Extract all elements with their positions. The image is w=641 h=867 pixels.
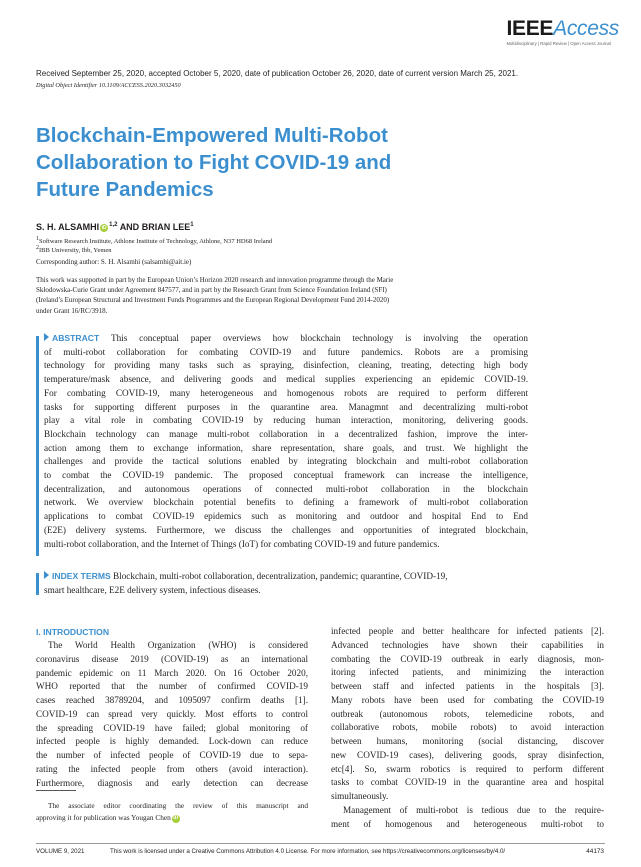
text-line: combating the COVID-19 outbreak in early diagnosis, mon- xyxy=(331,653,604,664)
text-line: applications to combat COVID-19 epidemics such as monitoring and outdoor and hospital End to End xyxy=(44,511,528,522)
index-terms-label: INDEX TERMS xyxy=(52,571,111,581)
text-line: infected people and better healthcare for infected patients [2]. xyxy=(331,626,604,636)
text-line: collaborative robots, mobile robots) to avoid interaction xyxy=(331,722,604,733)
paper-title xyxy=(36,122,456,203)
footer-rule xyxy=(36,843,605,844)
text-line: the number of infected people of COVID-19 due to sepa- xyxy=(36,750,308,760)
text-line: Furthermore, diagnosis and early detection can decrease xyxy=(36,777,308,788)
abstract-accent-bar xyxy=(36,336,39,556)
text-line: technology for providing many tasks such as spraying, disinfection, cleaning, treating, detecting high body xyxy=(44,360,528,371)
triangle-icon xyxy=(44,571,49,579)
text-line: Blockchain technology can manage multi-robot collaboration in a decentralized fashion, improve the inter- xyxy=(44,428,528,439)
received-dates: Received September 25, 2020, accepted October 5, 2020, date of publication October 26, 2020, date of current version March 25, 2021. xyxy=(36,69,519,78)
abstract-body xyxy=(44,346,528,538)
text-line: rating the infected people from others (avoid interaction). xyxy=(36,763,308,774)
corresponding-author: Corresponding author: S. H. Alsamhi (salsamhi@ait.ie) xyxy=(36,258,192,266)
footer-license: This work is licensed under a Creative Commons Attribution 4.0 License. For more information, see https://creativecommons.org/licenses/by/4.0/ xyxy=(110,848,506,855)
title-line: Future Pandemics xyxy=(36,178,214,201)
text-line: etc[4]. So, swarm robotics is required to perform different xyxy=(331,763,604,774)
column-left xyxy=(36,639,308,790)
abstract-line: multi-robot collaboration, and the Internet of Things (IoT) for combating COVID-19 and future pandemics. xyxy=(44,538,440,549)
author-affil-sup: 1,2 xyxy=(109,222,118,228)
footnote-line: The associate editor coordinating the review of this manuscript and xyxy=(48,801,308,810)
index-accent-bar xyxy=(36,573,39,595)
text-line: Many robots have been used for combating the COVID-19 xyxy=(331,694,604,705)
title-line: Blockchain-Empowered Multi-Robot xyxy=(36,124,388,147)
text-line: cases reached 38789204, and 1095097 confirm deaths [1]. xyxy=(36,695,308,705)
text-line: simultaneously. xyxy=(331,791,389,801)
text-line: temperature/mask absence, and delivering goods and medical supplies experiencing an epidemic COVID-19. xyxy=(44,374,528,385)
text-line: to combat the COVID-19 pandemic. The proposed conceptual framework can increase the intelligence, xyxy=(44,470,528,481)
text-line: (E2E) delivery systems. Furthermore, we discuss the challenges and opportunities of integrated blockchain, xyxy=(44,524,528,535)
journal-logo xyxy=(506,18,619,46)
editor-footnote xyxy=(36,800,308,823)
funding-line: under Grant 16/RC/3918. xyxy=(36,306,108,315)
logo-wordmark xyxy=(506,18,619,40)
column-right-body xyxy=(331,625,604,790)
text-line: coronavirus disease 2019 (COVID-19) as an international xyxy=(36,653,308,664)
text-line: pandemic epidemic on 11 March 2020. On 16 October 2020, xyxy=(36,667,308,678)
abstract xyxy=(44,332,528,551)
text-line: Advanced technologies have shown their capabilities in xyxy=(331,639,604,650)
logo-ieee: IEEE xyxy=(506,17,554,40)
text-line: between staff and infected patients in the hospitals [3]. xyxy=(331,681,604,691)
text-line: The World Health Organization (WHO) is considered xyxy=(48,640,308,650)
column-right xyxy=(331,625,604,831)
footnote-rule xyxy=(36,790,76,791)
text-line: decentralization, and autonomous operations of connected multi-robot collaboration in the blockchain xyxy=(44,483,528,494)
author-list xyxy=(36,222,194,232)
page-number: 44173 xyxy=(586,848,604,855)
text-line: Management of multi-robot is tedious due to the require- xyxy=(343,804,604,815)
text-line: the spreading COVID-19 have failed; global monitoring of xyxy=(36,722,308,733)
author-name: BRIAN LEE xyxy=(141,222,191,232)
text-line: play a vital role in combating COVID-19 by reducing human interaction, monitoring, delivering goods. xyxy=(44,415,528,426)
title-line: Collaboration to Fight COVID-19 and xyxy=(36,151,392,174)
funding-statement xyxy=(36,275,496,316)
index-line: smart healthcare, E2E delivery system, infectious diseases. xyxy=(44,584,261,595)
funding-line: This work was supported in part by the European Union’s Horizon 2020 research and innovation programme through the Marie xyxy=(36,276,394,284)
affiliation: $^2$IBB University, Ibb, Yemen xyxy=(36,245,112,255)
triangle-icon xyxy=(44,333,49,341)
footer-volume: VOLUME 9, 2021 xyxy=(36,848,85,855)
footnote-line: approving it for publication was Yougan Chen iD xyxy=(36,812,179,822)
abstract-label: ABSTRACT xyxy=(52,333,100,343)
text-line: tasks for supporting different purposes in the quarantine area. Managmnt and decentralizing multi-robot xyxy=(44,401,528,412)
text-line: tasks to combat COVID-19 in the quarantine area and hospital xyxy=(331,777,604,788)
text-line: infected people is highly demanded. Lock-down can reduce xyxy=(36,736,308,747)
author-joiner: AND xyxy=(119,222,140,232)
author-name: S. H. ALSAMHI xyxy=(36,222,100,232)
text-line: ment of homogenous and heterogeneous multi-robot to xyxy=(331,818,604,829)
text-line: COVID-19 can spread very quickly. Most efforts to control xyxy=(36,708,308,719)
text-line: challenges and provide the tactical solutions enabled by integrating blockchain and multi-robot collaboration xyxy=(44,456,528,467)
text-line: of multi-robot collaboration for combating COVID-19 and future pandemics. Robots are a promising xyxy=(44,346,528,357)
text-line: WHO reported that the number of confirmed COVID-19 xyxy=(36,681,308,692)
funding-line: Skłodowska-Curie Grant under Agreement 847577, and in part by the Research Grant from Science Foundation Ireland (SFI) xyxy=(36,286,387,295)
text-line: new COVID-19 cases), delivering goods, spray disinfection, xyxy=(331,749,604,760)
text-line: For combating COVID-19, many heterogeneous and homogenous robots are required to perform different xyxy=(44,387,528,398)
section-heading: I. INTRODUCTION xyxy=(36,627,110,637)
index-terms xyxy=(44,570,528,597)
text-line: itoring infected patients, and minimizing the interaction xyxy=(331,667,604,678)
logo-tagline: Multidisciplinary | Rapid Review | Open Access Journal xyxy=(506,41,611,46)
text-line: action among them to exchange information, share representation, share goals, and trust. We highlight the xyxy=(44,442,528,453)
funding-line: (Ireland’s European Structural and Investment Funds Programmes and the European Regional Development Fund 2014-2020) xyxy=(36,296,390,305)
abstract-line: ABSTRACT This conceptual paper overviews how blockchain technology is involving the operation xyxy=(44,332,528,346)
text-line: network. We overview blockchain potential benefits to defining a framework of multi-robot collaboration xyxy=(44,497,528,508)
author-affil-sup: 1 xyxy=(190,222,194,228)
orcid-icon[interactable]: iD xyxy=(173,815,179,821)
text-line: outbreak (autonomous robots, telemedicine robots, and xyxy=(331,708,604,719)
index-line: INDEX TERMS Blockchain, multi-robot collaboration, decentralization, pandemic; quarantine, COVID-19, xyxy=(44,570,528,584)
affiliation: $^1$Software Research Institute, Athlone Institute of Technology, Athlone, N37 HD68 Ireland xyxy=(36,236,273,246)
logo-access: Access xyxy=(553,17,619,40)
doi: Digital Object Identifier 10.1109/ACCESS.2020.3032450 xyxy=(36,82,181,89)
text-line: between humans, monitoring (social distancing, discover xyxy=(331,736,604,746)
orcid-icon[interactable]: iD xyxy=(101,225,107,231)
